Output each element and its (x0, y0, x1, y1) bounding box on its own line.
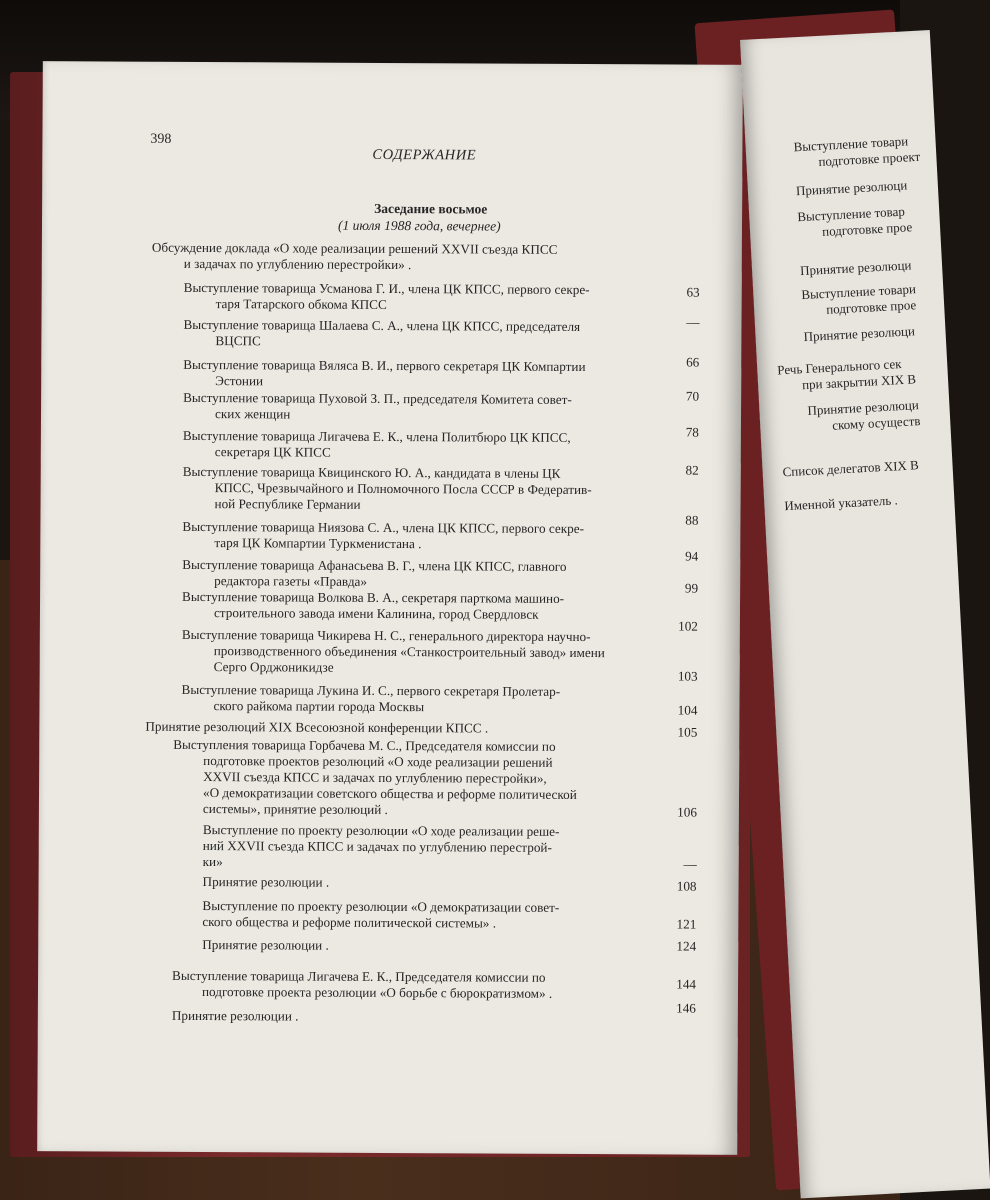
toc-entry-line: Обсуждение доклада «О ходе реализации решений XXVII съезда КПСС (151, 239, 558, 257)
toc-entry-line: ний XXVII съезда КПСС и задачах по углублению перестрой- (202, 838, 552, 855)
toc-entry-line: XXVII съезда КПСС и задачах по углублению перестройки», (203, 769, 547, 786)
toc-entry-line: ских женщин (214, 406, 291, 422)
toc-page-number: — (686, 314, 700, 330)
toc-entry-line: ки» (202, 854, 223, 870)
toc-page-number: 88 (685, 512, 699, 528)
toc-page-number: 121 (676, 916, 697, 932)
toc-entry-line: Принятие резолюций XIX Всесоюзной конференции КПСС . (145, 718, 489, 736)
toc-entry-line: Выступление товарища Квицинского Ю. А., кандидата в члены ЦК (182, 463, 561, 481)
toc-page-number: 102 (678, 618, 698, 634)
toc-entry-line: Выступление товарища Волкова В. А., секретаря парткома машино- (182, 588, 565, 606)
toc-entry-line: Выступление товарища Вяляса В. И., первого секретаря ЦК Компартии (183, 356, 586, 375)
page-header: СОДЕРЖАНИЕ (372, 146, 477, 164)
toc-entry-line: Серго Орджоникидзе (213, 659, 334, 675)
toc-entry-line: «О демократизации советского общества и реформе политической (202, 785, 577, 802)
toc-entry-line: редактора газеты «Правда» (214, 573, 368, 589)
toc-page-number: 82 (685, 462, 699, 478)
right-page-line: подготовке прое (825, 297, 917, 317)
right-page-line: Список делегатов XIX В (782, 457, 920, 480)
toc-entry-line: Выступление товарища Пуховой З. П., председателя Комитета совет- (183, 389, 572, 407)
toc-entry-line: КПСС, Чрезвычайного и Полномочного Посла СССР в Федератив- (214, 480, 592, 498)
right-page-line: Речь Генерального сек (776, 356, 902, 378)
toc-page-number: 106 (677, 804, 697, 820)
toc-page-number: 70 (685, 388, 700, 404)
right-page-line: Принятие резолюци (803, 323, 916, 345)
toc-entry-line: Выступление товарища Шалаева С. А., члена ЦК КПСС, председателя (183, 316, 581, 334)
toc-entry-line: Выступление товарища Лигачева Е. К., члена Политбюро ЦК КПСС, (182, 427, 571, 445)
toc-entry-line: и задачах по углублению перестройки» . (183, 255, 412, 273)
toc-page-number: 108 (676, 878, 697, 894)
toc-entry-line: Выступление товарища Афанасьева В. Г., члена ЦК КПСС, главного (182, 556, 567, 574)
toc-page-number: 94 (685, 548, 699, 564)
toc-entry-line: ского райкома партии города Москвы (213, 698, 425, 715)
right-page-line: подготовке прое (821, 219, 913, 239)
toc-entry-line: Выступление по проекту резолюции «О демократизации совет- (202, 898, 560, 915)
toc-entry-line: Принятие резолюции . (202, 937, 329, 953)
toc-entry-line: системы», принятие резолюций . (202, 801, 388, 817)
right-page-line: Выступление товар (796, 203, 906, 225)
right-page-line: при закрытии XIX В (801, 371, 917, 393)
toc-entry-line: строительного завода имени Калинина, город Свердловск (213, 605, 539, 622)
toc-entry-line: Выступления товарища Горбачева М. С., Председателя комиссии по (173, 736, 556, 754)
right-page-line: скому осуществ (831, 413, 921, 433)
toc-page-number: 124 (676, 938, 697, 954)
toc-entry-line: Выступление товарища Лукина И. С., первого секретаря Пролетар- (181, 681, 561, 699)
section-title: Заседание восьмое (374, 200, 488, 217)
toc-page-number: 99 (684, 580, 699, 596)
toc-page-number: 78 (685, 424, 699, 440)
right-page-line: Принятие резолюци (799, 257, 912, 279)
right-page-line: Именной указатель . (784, 492, 899, 514)
toc-entry-line: подготовке проектов резолюций «О ходе реализации решений (203, 753, 553, 770)
toc-page-number: 63 (686, 284, 700, 300)
toc-page-number: 144 (676, 976, 697, 992)
toc-entry-line: таря ЦК Компартии Туркменистана . (214, 535, 422, 552)
left-page (37, 61, 743, 1155)
toc-page-number: 105 (677, 724, 698, 740)
toc-entry-line: Выступление товарища Усманова Г. И., члена ЦК КПСС, первого секре- (183, 279, 590, 298)
toc-page-number: 103 (677, 668, 698, 684)
toc-entry-line: Выступление товарища Лигачева Е. К., Председателя комиссии по (172, 967, 546, 985)
toc-entry-line: таря Татарского обкома КПСС (215, 296, 387, 312)
toc-entry-line: Эстонии (215, 373, 264, 389)
toc-entry-line: Принятие резолюции . (171, 1007, 299, 1024)
toc-page-number: 104 (677, 702, 698, 718)
right-page-line: Принятие резолюци (795, 177, 908, 199)
page-number: 398 (150, 131, 172, 147)
toc-page-number: — (683, 856, 697, 872)
toc-page-number: 66 (686, 354, 700, 370)
section-date: (1 июля 1988 года, вечернее) (337, 217, 501, 234)
right-page-line: Выступление товари (793, 133, 909, 155)
toc-entry-line: ной Республике Германии (214, 496, 361, 512)
toc-entry-line: подготовке проекта резолюции «О борьбе с бюрократизмом» . (201, 984, 553, 1001)
toc-entry-line: ВЦСПС (215, 333, 261, 349)
toc-entry-line: Принятие резолюции . (202, 874, 330, 890)
toc-entry-line: секретаря ЦК КПСС (214, 444, 331, 460)
toc-entry-line: производственного объединения «Станкостроительный завод» имени (213, 643, 605, 661)
right-page-line: Принятие резолюци (807, 397, 920, 418)
right-page-line: Выступление товари (801, 281, 917, 303)
toc-entry-line: Выступление товарища Чикирева Н. С., генерального директора научно- (181, 626, 591, 645)
toc-entry-line: Выступление товарища Ниязова С. А., члена ЦК КПСС, первого секре- (182, 518, 585, 537)
toc-entry-line: ского общества и реформе политической системы» . (202, 914, 497, 931)
toc-page-number: 146 (676, 1000, 696, 1016)
toc-entry-line: Выступление по проекту резолюции «О ходе реализации реше- (202, 822, 560, 839)
right-page-line: подготовке проект (818, 148, 921, 170)
